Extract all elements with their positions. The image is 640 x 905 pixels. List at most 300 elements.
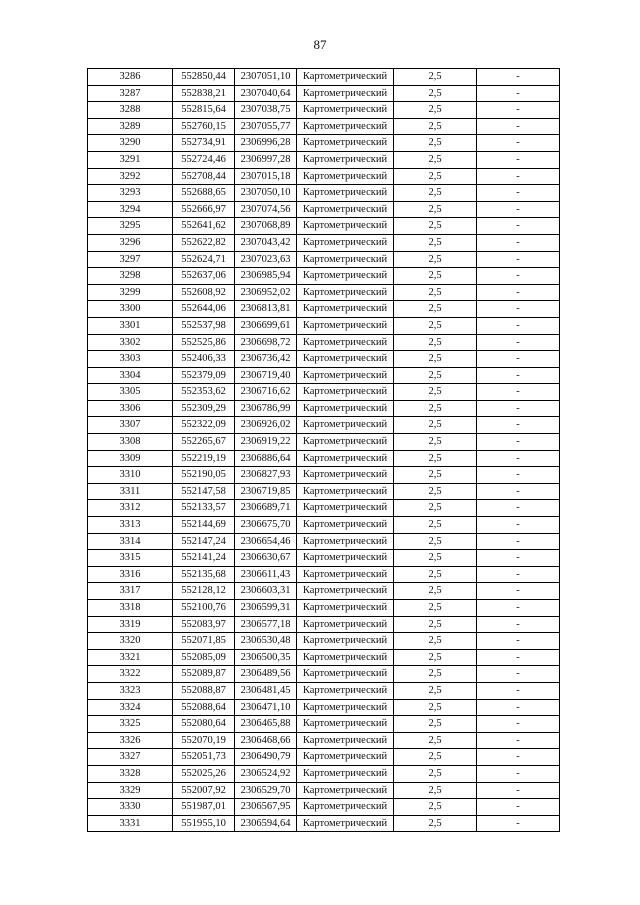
x-coordinate-cell: 552088,64 (173, 699, 235, 716)
x-coordinate-cell: 552525,86 (173, 334, 235, 351)
accuracy-cell: 2,5 (394, 218, 477, 235)
accuracy-cell: 2,5 (394, 351, 477, 368)
x-coordinate-cell: 552688,65 (173, 185, 235, 202)
point-number-cell: 3300 (88, 301, 173, 318)
point-number-cell: 3290 (88, 135, 173, 152)
method-cell: Картометрический (297, 799, 394, 816)
method-cell: Картометрический (297, 234, 394, 251)
point-number-cell: 3298 (88, 268, 173, 285)
y-coordinate-cell: 2306919,22 (235, 434, 297, 451)
y-coordinate-cell: 2306603,31 (235, 583, 297, 600)
accuracy-cell: 2,5 (394, 201, 477, 218)
method-cell: Картометрический (297, 517, 394, 534)
note-cell: - (477, 467, 560, 484)
note-cell: - (477, 85, 560, 102)
y-coordinate-cell: 2306577,18 (235, 616, 297, 633)
table-row (88, 716, 560, 733)
point-number-cell: 3305 (88, 384, 173, 401)
table-row (88, 234, 560, 251)
accuracy-cell: 2,5 (394, 583, 477, 600)
note-cell: - (477, 699, 560, 716)
table-row (88, 102, 560, 119)
table-row (88, 550, 560, 567)
table-row (88, 351, 560, 368)
table-row (88, 782, 560, 799)
note-cell: - (477, 666, 560, 683)
accuracy-cell: 2,5 (394, 483, 477, 500)
accuracy-cell: 2,5 (394, 467, 477, 484)
method-cell: Картометрический (297, 732, 394, 749)
y-coordinate-cell: 2306490,79 (235, 749, 297, 766)
accuracy-cell: 2,5 (394, 317, 477, 334)
note-cell: - (477, 566, 560, 583)
method-cell: Картометрический (297, 334, 394, 351)
y-coordinate-cell: 2306719,85 (235, 483, 297, 500)
table-row (88, 765, 560, 782)
coordinates-table-body (88, 69, 560, 832)
method-cell: Картометрический (297, 550, 394, 567)
y-coordinate-cell: 2306471,10 (235, 699, 297, 716)
point-number-cell: 3309 (88, 450, 173, 467)
accuracy-cell: 2,5 (394, 517, 477, 534)
accuracy-cell: 2,5 (394, 234, 477, 251)
y-coordinate-cell: 2306567,95 (235, 799, 297, 816)
x-coordinate-cell: 552071,85 (173, 633, 235, 650)
note-cell: - (477, 732, 560, 749)
table-row (88, 749, 560, 766)
table-row (88, 317, 560, 334)
y-coordinate-cell: 2306675,70 (235, 517, 297, 534)
x-coordinate-cell: 552608,92 (173, 284, 235, 301)
x-coordinate-cell: 552708,44 (173, 168, 235, 185)
note-cell: - (477, 765, 560, 782)
y-coordinate-cell: 2306996,28 (235, 135, 297, 152)
method-cell: Картометрический (297, 268, 394, 285)
x-coordinate-cell: 552641,62 (173, 218, 235, 235)
accuracy-cell: 2,5 (394, 69, 477, 86)
note-cell: - (477, 782, 560, 799)
point-number-cell: 3314 (88, 533, 173, 550)
point-number-cell: 3327 (88, 749, 173, 766)
accuracy-cell: 2,5 (394, 666, 477, 683)
accuracy-cell: 2,5 (394, 716, 477, 733)
x-coordinate-cell: 552624,71 (173, 251, 235, 268)
note-cell: - (477, 417, 560, 434)
table-row (88, 732, 560, 749)
table-row (88, 500, 560, 517)
y-coordinate-cell: 2306952,02 (235, 284, 297, 301)
note-cell: - (477, 533, 560, 550)
accuracy-cell: 2,5 (394, 450, 477, 467)
method-cell: Картометрический (297, 151, 394, 168)
method-cell: Картометрический (297, 633, 394, 650)
y-coordinate-cell: 2306813,81 (235, 301, 297, 318)
point-number-cell: 3293 (88, 185, 173, 202)
y-coordinate-cell: 2307055,77 (235, 118, 297, 135)
accuracy-cell: 2,5 (394, 168, 477, 185)
table-row (88, 583, 560, 600)
accuracy-cell: 2,5 (394, 616, 477, 633)
point-number-cell: 3331 (88, 815, 173, 832)
table-row (88, 151, 560, 168)
y-coordinate-cell: 2306886,64 (235, 450, 297, 467)
x-coordinate-cell: 552147,58 (173, 483, 235, 500)
point-number-cell: 3330 (88, 799, 173, 816)
method-cell: Картометрический (297, 400, 394, 417)
accuracy-cell: 2,5 (394, 301, 477, 318)
point-number-cell: 3296 (88, 234, 173, 251)
point-number-cell: 3313 (88, 517, 173, 534)
accuracy-cell: 2,5 (394, 85, 477, 102)
y-coordinate-cell: 2306698,72 (235, 334, 297, 351)
table-row (88, 218, 560, 235)
point-number-cell: 3324 (88, 699, 173, 716)
accuracy-cell: 2,5 (394, 251, 477, 268)
table-row (88, 384, 560, 401)
x-coordinate-cell: 552815,64 (173, 102, 235, 119)
table-row (88, 168, 560, 185)
note-cell: - (477, 550, 560, 567)
y-coordinate-cell: 2306468,66 (235, 732, 297, 749)
y-coordinate-cell: 2306481,45 (235, 682, 297, 699)
point-number-cell: 3302 (88, 334, 173, 351)
page-number: 87 (313, 37, 327, 52)
table-row (88, 251, 560, 268)
note-cell: - (477, 749, 560, 766)
y-coordinate-cell: 2306736,42 (235, 351, 297, 368)
table-row (88, 600, 560, 617)
accuracy-cell: 2,5 (394, 185, 477, 202)
note-cell: - (477, 201, 560, 218)
y-coordinate-cell: 2306827,93 (235, 467, 297, 484)
accuracy-cell: 2,5 (394, 782, 477, 799)
method-cell: Картометрический (297, 716, 394, 733)
table-row (88, 682, 560, 699)
table-row (88, 69, 560, 86)
point-number-cell: 3294 (88, 201, 173, 218)
method-cell: Картометрический (297, 135, 394, 152)
note-cell: - (477, 600, 560, 617)
table-row (88, 334, 560, 351)
accuracy-cell: 2,5 (394, 334, 477, 351)
point-number-cell: 3308 (88, 434, 173, 451)
note-cell: - (477, 351, 560, 368)
table-row (88, 367, 560, 384)
note-cell: - (477, 384, 560, 401)
accuracy-cell: 2,5 (394, 417, 477, 434)
point-number-cell: 3329 (88, 782, 173, 799)
method-cell: Картометрический (297, 500, 394, 517)
method-cell: Картометрический (297, 317, 394, 334)
note-cell: - (477, 450, 560, 467)
method-cell: Картометрический (297, 384, 394, 401)
y-coordinate-cell: 2306500,35 (235, 649, 297, 666)
y-coordinate-cell: 2306997,28 (235, 151, 297, 168)
x-coordinate-cell: 552133,57 (173, 500, 235, 517)
y-coordinate-cell: 2307051,10 (235, 69, 297, 86)
x-coordinate-cell: 552265,67 (173, 434, 235, 451)
method-cell: Картометрический (297, 351, 394, 368)
x-coordinate-cell: 552622,82 (173, 234, 235, 251)
point-number-cell: 3318 (88, 600, 173, 617)
y-coordinate-cell: 2307023,63 (235, 251, 297, 268)
table-row (88, 284, 560, 301)
x-coordinate-cell: 552051,73 (173, 749, 235, 766)
accuracy-cell: 2,5 (394, 600, 477, 617)
method-cell: Картометрический (297, 666, 394, 683)
note-cell: - (477, 251, 560, 268)
x-coordinate-cell: 552637,06 (173, 268, 235, 285)
note-cell: - (477, 716, 560, 733)
note-cell: - (477, 301, 560, 318)
x-coordinate-cell: 552147,24 (173, 533, 235, 550)
table-row (88, 268, 560, 285)
x-coordinate-cell: 552850,44 (173, 69, 235, 86)
y-coordinate-cell: 2306985,94 (235, 268, 297, 285)
y-coordinate-cell: 2307038,75 (235, 102, 297, 119)
table-row (88, 566, 560, 583)
note-cell: - (477, 168, 560, 185)
accuracy-cell: 2,5 (394, 799, 477, 816)
table-row (88, 118, 560, 135)
accuracy-cell: 2,5 (394, 434, 477, 451)
accuracy-cell: 2,5 (394, 649, 477, 666)
method-cell: Картометрический (297, 583, 394, 600)
table-row (88, 666, 560, 683)
table-row (88, 467, 560, 484)
y-coordinate-cell: 2307040,64 (235, 85, 297, 102)
method-cell: Картометрический (297, 483, 394, 500)
table-row (88, 815, 560, 832)
x-coordinate-cell: 552666,97 (173, 201, 235, 218)
x-coordinate-cell: 552724,46 (173, 151, 235, 168)
x-coordinate-cell: 552070,19 (173, 732, 235, 749)
method-cell: Картометрический (297, 185, 394, 202)
x-coordinate-cell: 552088,87 (173, 682, 235, 699)
method-cell: Картометрический (297, 600, 394, 617)
x-coordinate-cell: 552144,69 (173, 517, 235, 534)
method-cell: Картометрический (297, 467, 394, 484)
y-coordinate-cell: 2307050,10 (235, 185, 297, 202)
y-coordinate-cell: 2307074,56 (235, 201, 297, 218)
point-number-cell: 3299 (88, 284, 173, 301)
point-number-cell: 3291 (88, 151, 173, 168)
point-number-cell: 3316 (88, 566, 173, 583)
x-coordinate-cell: 552838,21 (173, 85, 235, 102)
x-coordinate-cell: 552135,68 (173, 566, 235, 583)
y-coordinate-cell: 2306611,43 (235, 566, 297, 583)
table-row (88, 699, 560, 716)
method-cell: Картометрический (297, 85, 394, 102)
point-number-cell: 3304 (88, 367, 173, 384)
y-coordinate-cell: 2306689,71 (235, 500, 297, 517)
note-cell: - (477, 367, 560, 384)
method-cell: Картометрический (297, 450, 394, 467)
accuracy-cell: 2,5 (394, 500, 477, 517)
accuracy-cell: 2,5 (394, 749, 477, 766)
method-cell: Картометрический (297, 301, 394, 318)
table-row (88, 533, 560, 550)
note-cell: - (477, 649, 560, 666)
accuracy-cell: 2,5 (394, 284, 477, 301)
note-cell: - (477, 102, 560, 119)
note-cell: - (477, 815, 560, 832)
point-number-cell: 3301 (88, 317, 173, 334)
note-cell: - (477, 500, 560, 517)
accuracy-cell: 2,5 (394, 367, 477, 384)
point-number-cell: 3325 (88, 716, 173, 733)
method-cell: Картометрический (297, 69, 394, 86)
y-coordinate-cell: 2306926,02 (235, 417, 297, 434)
accuracy-cell: 2,5 (394, 765, 477, 782)
point-number-cell: 3306 (88, 400, 173, 417)
method-cell: Картометрический (297, 251, 394, 268)
point-number-cell: 3310 (88, 467, 173, 484)
table-row (88, 135, 560, 152)
accuracy-cell: 2,5 (394, 102, 477, 119)
x-coordinate-cell: 552309,29 (173, 400, 235, 417)
point-number-cell: 3311 (88, 483, 173, 500)
table-row (88, 450, 560, 467)
x-coordinate-cell: 552406,33 (173, 351, 235, 368)
method-cell: Картометрический (297, 168, 394, 185)
y-coordinate-cell: 2306699,61 (235, 317, 297, 334)
x-coordinate-cell: 551987,01 (173, 799, 235, 816)
point-number-cell: 3307 (88, 417, 173, 434)
method-cell: Картометрический (297, 649, 394, 666)
x-coordinate-cell: 552007,92 (173, 782, 235, 799)
y-coordinate-cell: 2306489,56 (235, 666, 297, 683)
point-number-cell: 3321 (88, 649, 173, 666)
method-cell: Картометрический (297, 284, 394, 301)
x-coordinate-cell: 552537,98 (173, 317, 235, 334)
note-cell: - (477, 268, 560, 285)
x-coordinate-cell: 552128,12 (173, 583, 235, 600)
accuracy-cell: 2,5 (394, 400, 477, 417)
x-coordinate-cell: 551955,10 (173, 815, 235, 832)
x-coordinate-cell: 552734,91 (173, 135, 235, 152)
note-cell: - (477, 284, 560, 301)
method-cell: Картометрический (297, 782, 394, 799)
accuracy-cell: 2,5 (394, 633, 477, 650)
table-row (88, 417, 560, 434)
y-coordinate-cell: 2306594,64 (235, 815, 297, 832)
x-coordinate-cell: 552025,26 (173, 765, 235, 782)
note-cell: - (477, 682, 560, 699)
x-coordinate-cell: 552760,15 (173, 118, 235, 135)
note-cell: - (477, 583, 560, 600)
table-row (88, 633, 560, 650)
table-row (88, 799, 560, 816)
y-coordinate-cell: 2306716,62 (235, 384, 297, 401)
y-coordinate-cell: 2307043,42 (235, 234, 297, 251)
point-number-cell: 3287 (88, 85, 173, 102)
accuracy-cell: 2,5 (394, 682, 477, 699)
accuracy-cell: 2,5 (394, 384, 477, 401)
y-coordinate-cell: 2306524,92 (235, 765, 297, 782)
point-number-cell: 3328 (88, 765, 173, 782)
y-coordinate-cell: 2307015,18 (235, 168, 297, 185)
method-cell: Картометрический (297, 616, 394, 633)
x-coordinate-cell: 552190,05 (173, 467, 235, 484)
table-row (88, 400, 560, 417)
method-cell: Картометрический (297, 682, 394, 699)
x-coordinate-cell: 552100,76 (173, 600, 235, 617)
point-number-cell: 3312 (88, 500, 173, 517)
y-coordinate-cell: 2306599,31 (235, 600, 297, 617)
point-number-cell: 3323 (88, 682, 173, 699)
note-cell: - (477, 151, 560, 168)
method-cell: Картометрический (297, 434, 394, 451)
point-number-cell: 3289 (88, 118, 173, 135)
accuracy-cell: 2,5 (394, 533, 477, 550)
x-coordinate-cell: 552085,09 (173, 649, 235, 666)
note-cell: - (477, 434, 560, 451)
table-row (88, 434, 560, 451)
x-coordinate-cell: 552089,87 (173, 666, 235, 683)
point-number-cell: 3303 (88, 351, 173, 368)
method-cell: Картометрический (297, 367, 394, 384)
accuracy-cell: 2,5 (394, 732, 477, 749)
method-cell: Картометрический (297, 218, 394, 235)
y-coordinate-cell: 2306654,46 (235, 533, 297, 550)
y-coordinate-cell: 2306465,88 (235, 716, 297, 733)
note-cell: - (477, 633, 560, 650)
method-cell: Картометрический (297, 566, 394, 583)
point-number-cell: 3319 (88, 616, 173, 633)
table-row (88, 201, 560, 218)
method-cell: Картометрический (297, 102, 394, 119)
point-number-cell: 3295 (88, 218, 173, 235)
method-cell: Картометрический (297, 533, 394, 550)
accuracy-cell: 2,5 (394, 566, 477, 583)
note-cell: - (477, 317, 560, 334)
table-row (88, 483, 560, 500)
point-number-cell: 3320 (88, 633, 173, 650)
x-coordinate-cell: 552083,97 (173, 616, 235, 633)
accuracy-cell: 2,5 (394, 815, 477, 832)
point-number-cell: 3297 (88, 251, 173, 268)
note-cell: - (477, 400, 560, 417)
table-row (88, 85, 560, 102)
table-row (88, 649, 560, 666)
method-cell: Картометрический (297, 118, 394, 135)
point-number-cell: 3286 (88, 69, 173, 86)
accuracy-cell: 2,5 (394, 118, 477, 135)
note-cell: - (477, 799, 560, 816)
accuracy-cell: 2,5 (394, 151, 477, 168)
point-number-cell: 3322 (88, 666, 173, 683)
method-cell: Картометрический (297, 765, 394, 782)
method-cell: Картометрический (297, 201, 394, 218)
note-cell: - (477, 118, 560, 135)
y-coordinate-cell: 2307068,89 (235, 218, 297, 235)
y-coordinate-cell: 2306530,48 (235, 633, 297, 650)
method-cell: Картометрический (297, 815, 394, 832)
x-coordinate-cell: 552141,24 (173, 550, 235, 567)
accuracy-cell: 2,5 (394, 550, 477, 567)
x-coordinate-cell: 552353,62 (173, 384, 235, 401)
x-coordinate-cell: 552080,64 (173, 716, 235, 733)
y-coordinate-cell: 2306719,40 (235, 367, 297, 384)
table-row (88, 185, 560, 202)
note-cell: - (477, 185, 560, 202)
method-cell: Картометрический (297, 417, 394, 434)
note-cell: - (477, 218, 560, 235)
x-coordinate-cell: 552644,06 (173, 301, 235, 318)
point-number-cell: 3326 (88, 732, 173, 749)
note-cell: - (477, 517, 560, 534)
